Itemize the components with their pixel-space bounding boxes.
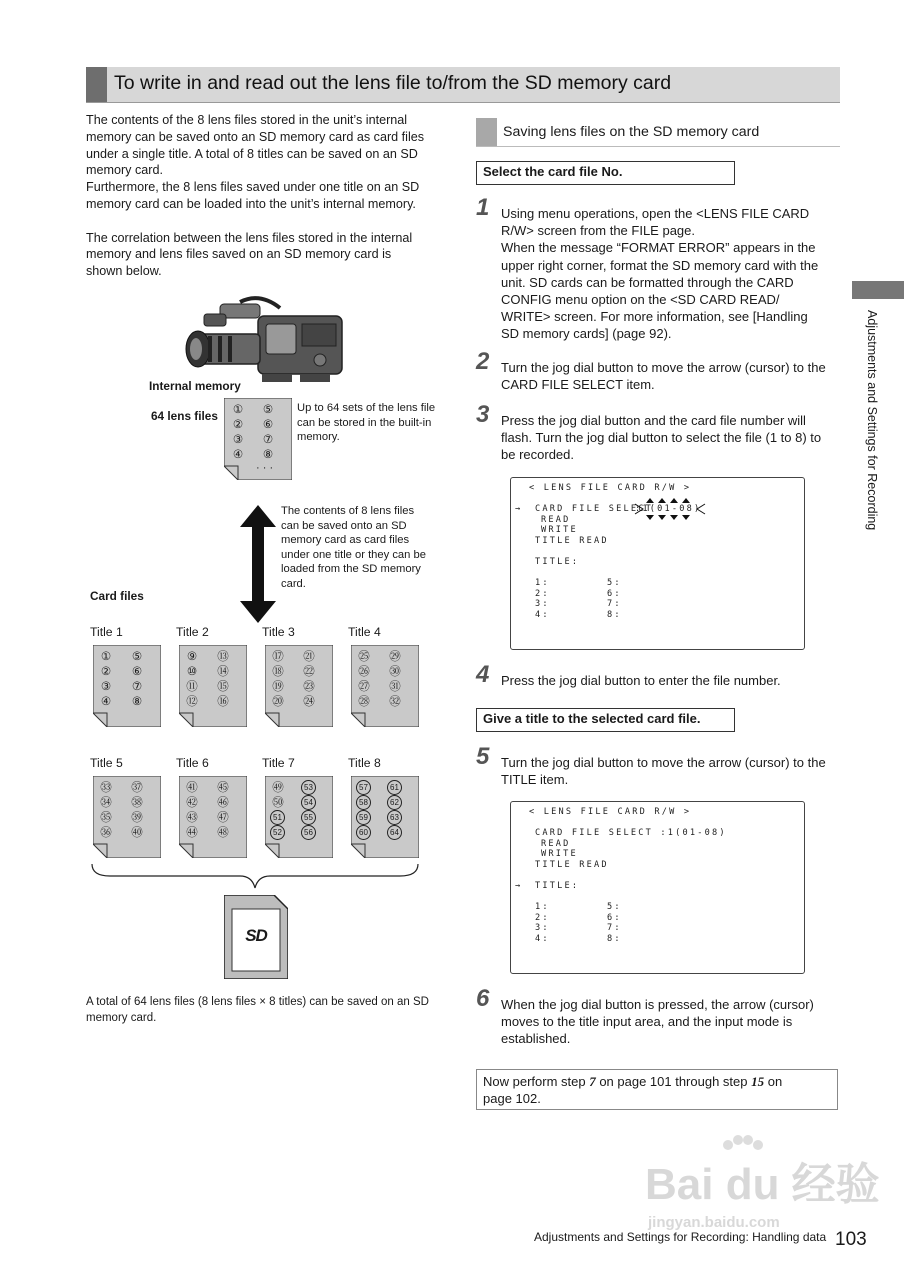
paw-icon — [720, 1135, 764, 1161]
file-number: 54 — [301, 795, 316, 810]
sd-logo: SD — [245, 926, 267, 945]
file-number: ⑭ — [217, 666, 229, 678]
screen-header: < LENS FILE CARD R/W > — [529, 483, 692, 493]
slot: 3: — [535, 599, 550, 609]
menu-read: READ — [541, 839, 571, 849]
lens-files-label: 64 lens files — [151, 409, 218, 423]
subsection-marker — [476, 118, 497, 146]
file-number: 51 — [270, 810, 285, 825]
file-number: ㉘ — [358, 696, 370, 708]
intro-line: shown below. — [86, 264, 162, 279]
title-label: Title 6 — [176, 756, 209, 770]
step-text — [501, 359, 846, 393]
title-label: Title 5 — [90, 756, 123, 770]
file-number: ② — [232, 419, 244, 431]
intro-line: memory card can be loaded into the unit’s internal memory. — [86, 196, 416, 211]
intro-line: memory card. — [86, 163, 163, 178]
file-number: ④ — [232, 449, 244, 461]
file-number: 59 — [356, 810, 371, 825]
note-line: loaded from the SD memory — [281, 563, 421, 575]
menu-screen-1 — [510, 477, 805, 650]
menu-title: TITLE: — [535, 881, 580, 891]
file-number: ㊳ — [131, 797, 143, 809]
note-line: The contents of 8 lens files — [281, 505, 415, 517]
step-line: Turn the jog dial button to move the arrow (cursor) to the — [501, 360, 826, 375]
slot: 6: — [607, 589, 622, 599]
step-line: upper right corner, format the SD memory card with the — [501, 257, 819, 273]
note-line: under one title or they can be — [281, 548, 426, 561]
arrow-note — [281, 504, 456, 591]
slot: 8: — [607, 934, 622, 944]
subsection-title: Saving lens files on the SD memory card — [503, 124, 760, 140]
file-number: ㉛ — [389, 681, 401, 693]
file-number: ㊶ — [186, 782, 198, 794]
file-number: ㉞ — [100, 797, 112, 809]
file-number: ⑰ — [272, 651, 284, 663]
file-number: ⑥ — [131, 666, 143, 678]
title-label: Title 2 — [176, 625, 209, 639]
step-number: 2 — [476, 348, 490, 375]
intro-line — [86, 213, 456, 230]
note-line: memory. — [297, 431, 340, 443]
title-sheet — [351, 645, 419, 727]
note-line: A total of 64 lens files (8 lens files × 8 titles) can be saved on an SD — [86, 996, 429, 1008]
note-text: Now perform step — [483, 1074, 590, 1089]
file-number: 56 — [301, 825, 316, 840]
title-label: Title 4 — [348, 625, 381, 639]
file-number: ⑧ — [262, 449, 274, 461]
step-line: be recorded. — [501, 447, 574, 463]
slot: 2: — [535, 589, 550, 599]
menu-write: WRITE — [541, 525, 578, 535]
file-number: 62 — [387, 795, 402, 810]
double-arrow-icon — [238, 505, 278, 623]
file-number: ③ — [100, 681, 112, 693]
file-number: ⑯ — [217, 696, 229, 708]
file-number: ㊷ — [186, 797, 198, 809]
file-number: ⑦ — [262, 434, 274, 446]
box-heading-select: Select the card file No. — [476, 161, 735, 185]
file-number: ㉑ — [303, 651, 315, 663]
step-line: R/W> screen from the FILE page. — [501, 223, 695, 239]
file-number: 60 — [356, 825, 371, 840]
file-number: ㊲ — [131, 782, 143, 794]
file-number: 57 — [356, 780, 371, 795]
title-sheet — [93, 645, 161, 727]
step-ref: 15 — [751, 1074, 765, 1089]
file-number: ⑪ — [186, 681, 198, 693]
subsection-heading — [476, 118, 840, 147]
file-number: ㉕ — [358, 651, 370, 663]
step-text — [501, 996, 846, 1048]
file-number: ㉒ — [303, 666, 315, 678]
sd-card-icon — [224, 895, 288, 979]
file-number: ⑱ — [272, 666, 284, 678]
step-line: TITLE item. — [501, 772, 569, 788]
brace — [90, 862, 420, 892]
title-rule — [86, 102, 840, 103]
card-file-select-line: CARD FILE SELECT :1(01-08) — [535, 828, 727, 838]
title-label: Title 7 — [262, 756, 295, 770]
file-number: ㊺ — [217, 782, 229, 794]
internal-memory-label: Internal memory — [149, 379, 241, 393]
file-number: ① — [232, 404, 244, 416]
watermark-brand: Bai du 经验 — [645, 1160, 880, 1209]
file-number: ⑳ — [272, 696, 284, 708]
intro-line: memory can be saved onto an SD memory card as card files — [86, 129, 425, 144]
menu-screen-2 — [510, 801, 805, 974]
step-line: Using menu operations, open the <LENS FILE CARD — [501, 206, 810, 221]
title-sheet — [351, 776, 419, 858]
file-number: ㉔ — [303, 696, 315, 708]
camera-icon — [180, 294, 348, 384]
note-line: Up to 64 sets of the lens file — [297, 402, 436, 414]
title-marker — [86, 67, 107, 102]
menu-title-read: TITLE READ — [535, 860, 609, 870]
page-number: 103 — [835, 1229, 867, 1250]
slot: 7: — [607, 923, 622, 933]
file-number: ㉓ — [303, 681, 315, 693]
step-text — [501, 205, 846, 343]
note-text: on — [764, 1074, 783, 1089]
step-line: SD memory cards] (page 92). — [501, 326, 672, 342]
file-number: ⑬ — [217, 651, 229, 663]
title-sheet — [179, 645, 247, 727]
step-line: Press the jog dial button and the card file number will — [501, 413, 806, 428]
step-line: When the jog dial button is pressed, the arrow (cursor) — [501, 997, 814, 1012]
slot: 5: — [607, 902, 622, 912]
file-number: 64 — [387, 825, 402, 840]
file-number: ㊼ — [217, 812, 229, 824]
step-number: 1 — [476, 194, 490, 221]
card-file-select-label: CARD FILE SELECT — [535, 504, 653, 514]
title-sheet — [265, 776, 333, 858]
page-title: To write in and read out the lens file to/from the SD memory card — [114, 72, 672, 94]
flash-marks-icon — [633, 496, 707, 522]
file-number: 63 — [387, 810, 402, 825]
slot: 6: — [607, 913, 622, 923]
ellipsis: · · · — [256, 462, 274, 474]
slot: 8: — [607, 610, 622, 620]
builtin-note — [297, 401, 457, 445]
slot: 1: — [535, 902, 550, 912]
step-line: Press the jog dial button to enter the file number. — [501, 673, 781, 688]
file-number: ③ — [232, 434, 244, 446]
slot: 1: — [535, 578, 550, 588]
file-number: ⑤ — [262, 404, 274, 416]
file-number: ⑧ — [131, 696, 143, 708]
file-number: ㊵ — [131, 827, 143, 839]
file-number: ㊴ — [131, 812, 143, 824]
file-number: ㉗ — [358, 681, 370, 693]
step-line: Turn the jog dial button to move the arrow (cursor) to the — [501, 755, 826, 770]
step-line: flash. Turn the jog dial button to select the file (1 to 8) to — [501, 430, 822, 446]
file-number: ㊾ — [272, 782, 284, 794]
box-heading-title: Give a title to the selected card file. — [476, 708, 735, 732]
title-sheet — [265, 645, 333, 727]
file-number: ⑦ — [131, 681, 143, 693]
file-number: ㊸ — [186, 812, 198, 824]
menu-write: WRITE — [541, 849, 578, 859]
file-number: ⑫ — [186, 696, 198, 708]
step-number: 4 — [476, 661, 490, 688]
slot: 5: — [607, 578, 622, 588]
step-line: WRITE> screen. For more information, see [Handling — [501, 309, 808, 325]
side-tab-marker — [852, 281, 904, 299]
file-number: ② — [100, 666, 112, 678]
file-number: ㉙ — [389, 651, 401, 663]
step-number: 3 — [476, 401, 490, 428]
step-number: 5 — [476, 743, 490, 770]
file-number: 53 — [301, 780, 316, 795]
title-sheet — [93, 776, 161, 858]
slot: 4: — [535, 610, 550, 620]
title-label: Title 3 — [262, 625, 295, 639]
cursor-arrow: → — [515, 504, 523, 514]
intro-line: under a single title. A total of 8 titles can be saved on an SD — [86, 146, 418, 161]
screen-header: < LENS FILE CARD R/W > — [529, 807, 692, 817]
step-number: 6 — [476, 985, 490, 1012]
footer-text: Adjustments and Settings for Recording: Handling data — [534, 1230, 827, 1244]
menu-title-read: TITLE READ — [535, 536, 609, 546]
title-sheet — [179, 776, 247, 858]
file-number: ㉝ — [100, 782, 112, 794]
file-number: ④ — [100, 696, 112, 708]
menu-title: TITLE: — [535, 557, 580, 567]
card-file-select-value: :1(01-08) — [635, 504, 702, 514]
file-number: ① — [100, 651, 112, 663]
note-line: can be stored in the built-in — [297, 416, 432, 429]
file-number: ㊻ — [217, 797, 229, 809]
intro-line: Furthermore, the 8 lens files saved under one title on an SD — [86, 180, 420, 195]
side-tab-label: Adjustments and Settings for Recording — [865, 310, 879, 531]
step-line: moves to the title input area, and the input mode is — [501, 1014, 793, 1030]
file-number: 55 — [301, 810, 316, 825]
internal-memory-sheet — [224, 398, 292, 480]
step-line: When the message “FORMAT ERROR” appears in the — [501, 240, 816, 256]
slot: 2: — [535, 913, 550, 923]
file-number: 61 — [387, 780, 402, 795]
intro-line: memory and lens files saved on an SD memory card is — [86, 247, 392, 262]
cursor-arrow: → — [515, 881, 523, 891]
card-files-label: Card files — [90, 589, 144, 603]
slot: 4: — [535, 934, 550, 944]
note-box — [476, 1069, 838, 1110]
note-text: page 102. — [483, 1091, 541, 1106]
total-note — [86, 995, 466, 1026]
file-number: ㊿ — [272, 797, 284, 809]
note-line: memory card as card files — [281, 534, 410, 546]
title-label: Title 8 — [348, 756, 381, 770]
step-line: CONFIG menu option on the <SD CARD READ/ — [501, 292, 780, 308]
step-text — [501, 754, 846, 788]
step-line: CARD FILE SELECT item. — [501, 377, 655, 393]
menu-read: READ — [541, 515, 571, 525]
note-line: can be saved onto an SD — [281, 519, 407, 532]
file-number: ㉟ — [100, 812, 112, 824]
slot: 7: — [607, 599, 622, 609]
file-number: ⑲ — [272, 681, 284, 693]
section-title-bar — [86, 67, 840, 102]
watermark-url: jingyan.baidu.com — [648, 1214, 780, 1231]
file-number: 58 — [356, 795, 371, 810]
intro-line: The correlation between the lens files stored in the internal — [86, 230, 413, 245]
note-text: on page 101 through step — [595, 1074, 752, 1089]
file-number: 52 — [270, 825, 285, 840]
step-ref: 7 — [589, 1074, 596, 1089]
file-number: ㉖ — [358, 666, 370, 678]
step-text — [501, 672, 846, 689]
file-number: ⑩ — [186, 666, 198, 678]
step-line: established. — [501, 1031, 571, 1047]
intro-line: The contents of the 8 lens files stored in the unit’s internal — [86, 113, 408, 127]
intro-paragraph — [86, 112, 456, 280]
file-number: ⑮ — [217, 681, 229, 693]
note-line: memory card. — [86, 1011, 157, 1024]
file-number: ㊽ — [217, 827, 229, 839]
file-number: ㉚ — [389, 666, 401, 678]
title-label: Title 1 — [90, 625, 123, 639]
slot: 3: — [535, 923, 550, 933]
step-text — [501, 412, 846, 464]
file-number: ⑥ — [262, 419, 274, 431]
file-number: ㊹ — [186, 827, 198, 839]
file-number: ㉜ — [389, 696, 401, 708]
file-number: ⑤ — [131, 651, 143, 663]
note-line: card. — [281, 577, 306, 590]
file-number: ⑨ — [186, 651, 198, 663]
file-number: ㊱ — [100, 827, 112, 839]
step-line: unit. SD cards can be formatted through the CARD — [501, 274, 794, 290]
